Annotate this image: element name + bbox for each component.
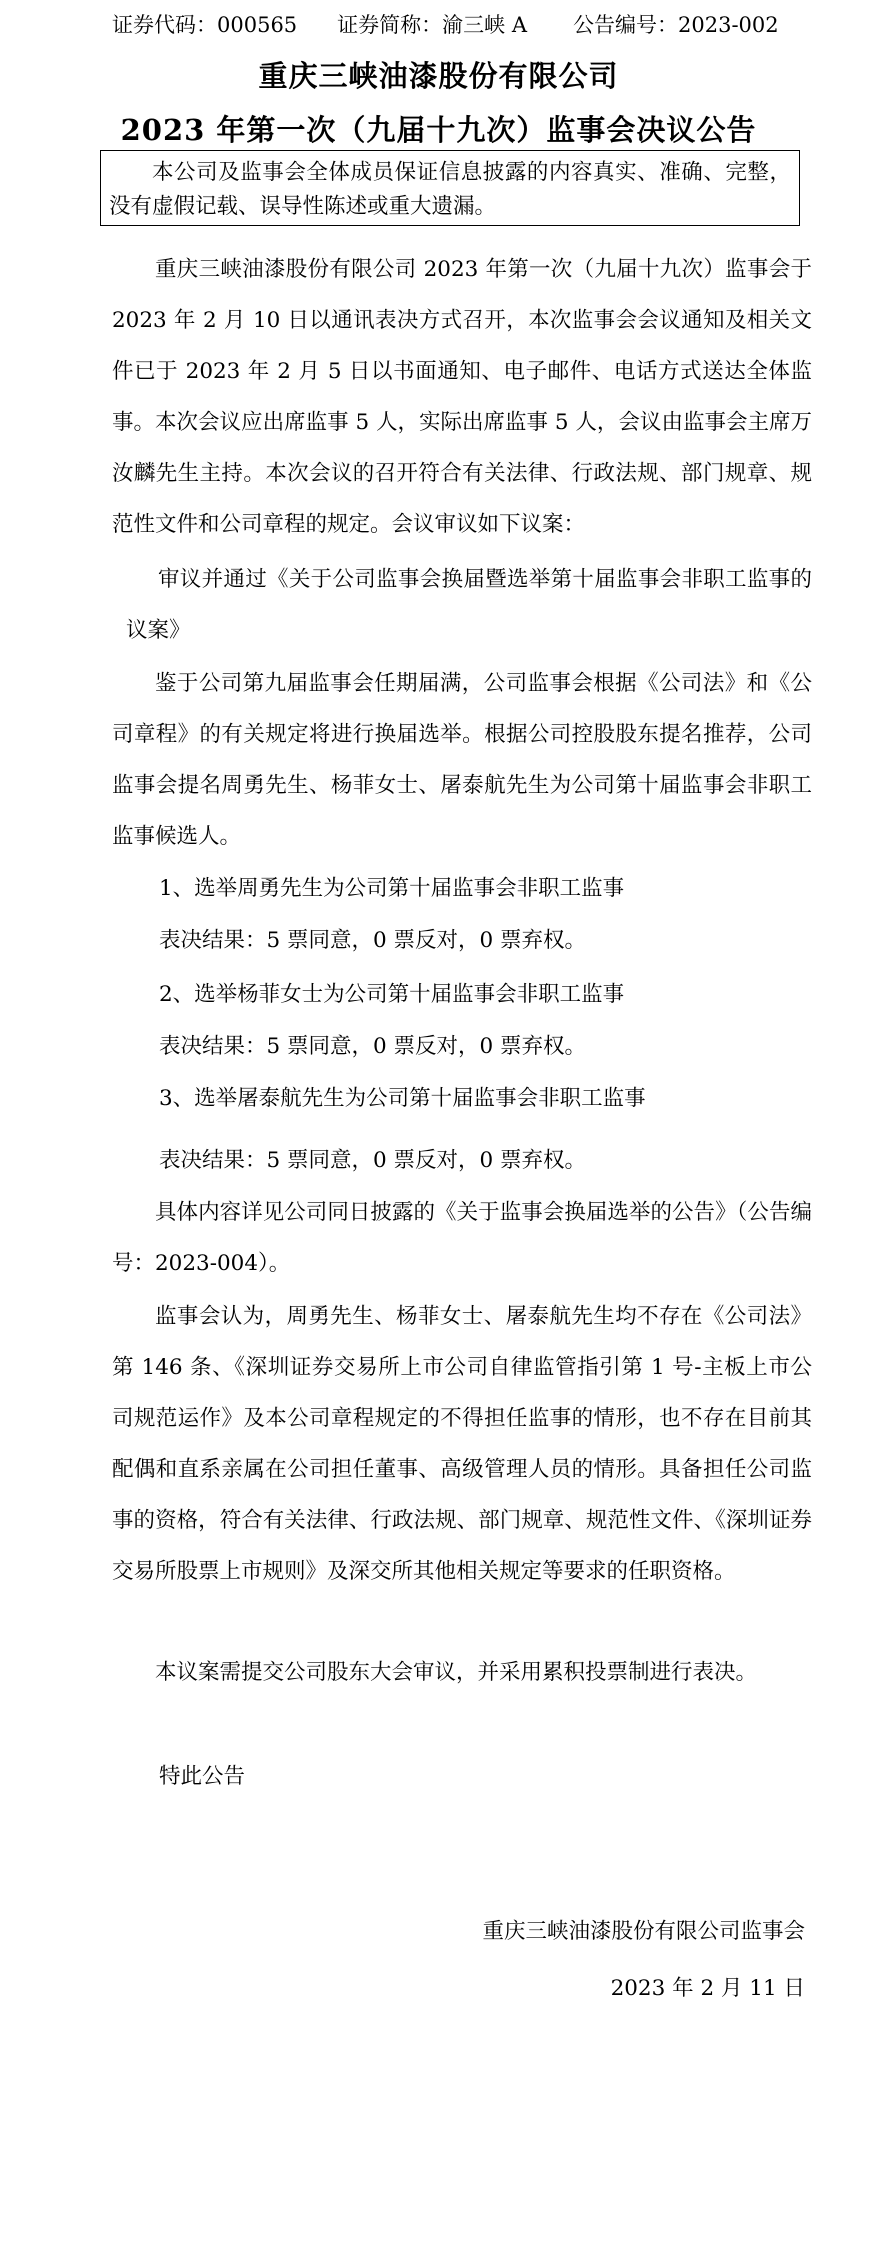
announcement-title: 2023 年第一次（九届十九次）监事会决议公告 [120,113,757,147]
vote-result-1: 表决结果：5 票同意，0 票反对，0 票弃权。 [159,928,587,953]
submit-paragraph: 本议案需提交公司股东大会审议，并采用累积投票制进行表决。 [155,1660,758,1685]
document-header [112,10,812,40]
vote-result-3: 表决结果：5 票同意，0 票反对，0 票弃权。 [159,1148,587,1173]
detail-paragraph: 具体内容详见公司同日披露的《关于监事会换届选举的公告》（公告编号：2023-004）。 [112,1200,812,1276]
intro-paragraph: 重庆三峡油漆股份有限公司 2023 年第一次（九届十九次）监事会于 2023 年 2 月 10 日以通讯表决方式召开，本次监事会会议通知及相关文件已于 2023 年 2 月 5 日以书面通知、电子邮件、电话方式送达全体监事。本次会议应出席监事 5 人，实际出席监事 5 人，会议由监事会主席万汝麟先生主持。本次会议的召开符合有关法律、行政法规、部门规章、规范性文件和公司章程的规定。会议审议如下议案： [112,257,812,537]
opinion-paragraph: 监事会认为，周勇先生、杨菲女士、屠泰航先生均不存在《公司法》第 146 条、《深圳证券交易所上市公司自律监管指引第 1 号-主板上市公司规范运作》及本公司章程规定的不得担任监事的情形，也不存在目前其配偶和直系亲属在公司担任董事、高级管理人员的情形。具备担任公司监事的资格，符合有关法律、行政法规、部门规章、规范性文件、《深圳证券交易所股票上市规则》及深交所其他相关规定等要求的任职资格。 [112,1304,812,1584]
vote-item-3: 3、选举屠泰航先生为公司第十届监事会非职工监事 [159,1086,646,1111]
disclaimer-box: 本公司及监事会全体成员保证信息披露的内容真实、准确、完整，没有虚假记载、误导性陈述或重大遗漏。 [100,150,800,226]
signature-date: 2023 年 2 月 11 日 [610,1976,805,2001]
motion-paragraph: 审议并通过《关于公司监事会换届暨选举第十届监事会非职工监事的议案》 [126,567,812,643]
stock-abbreviation: 证券简称：渝三峡 A [337,13,528,37]
background-paragraph: 鉴于公司第九届监事会任期届满，公司监事会根据《公司法》和《公司章程》的有关规定将进行换届选举。根据公司控股股东提名推荐，公司监事会提名周勇先生、杨菲女士、屠泰航先生为公司第十届监事会非职工监事候选人。 [112,671,812,849]
closing-text: 特此公告 [159,1764,246,1789]
vote-result-2: 表决结果：5 票同意，0 票反对，0 票弃权。 [159,1034,587,1059]
company-title: 重庆三峡油漆股份有限公司 [258,59,619,93]
vote-item-1: 1、选举周勇先生为公司第十届监事会非职工监事 [159,876,625,901]
vote-item-2: 2、选举杨菲女士为公司第十届监事会非职工监事 [159,982,625,1007]
stock-code: 证券代码：000565 [112,13,298,37]
signature-organization: 重庆三峡油漆股份有限公司监事会 [482,1919,805,1944]
notice-number: 公告编号：2023-002 [573,13,779,37]
